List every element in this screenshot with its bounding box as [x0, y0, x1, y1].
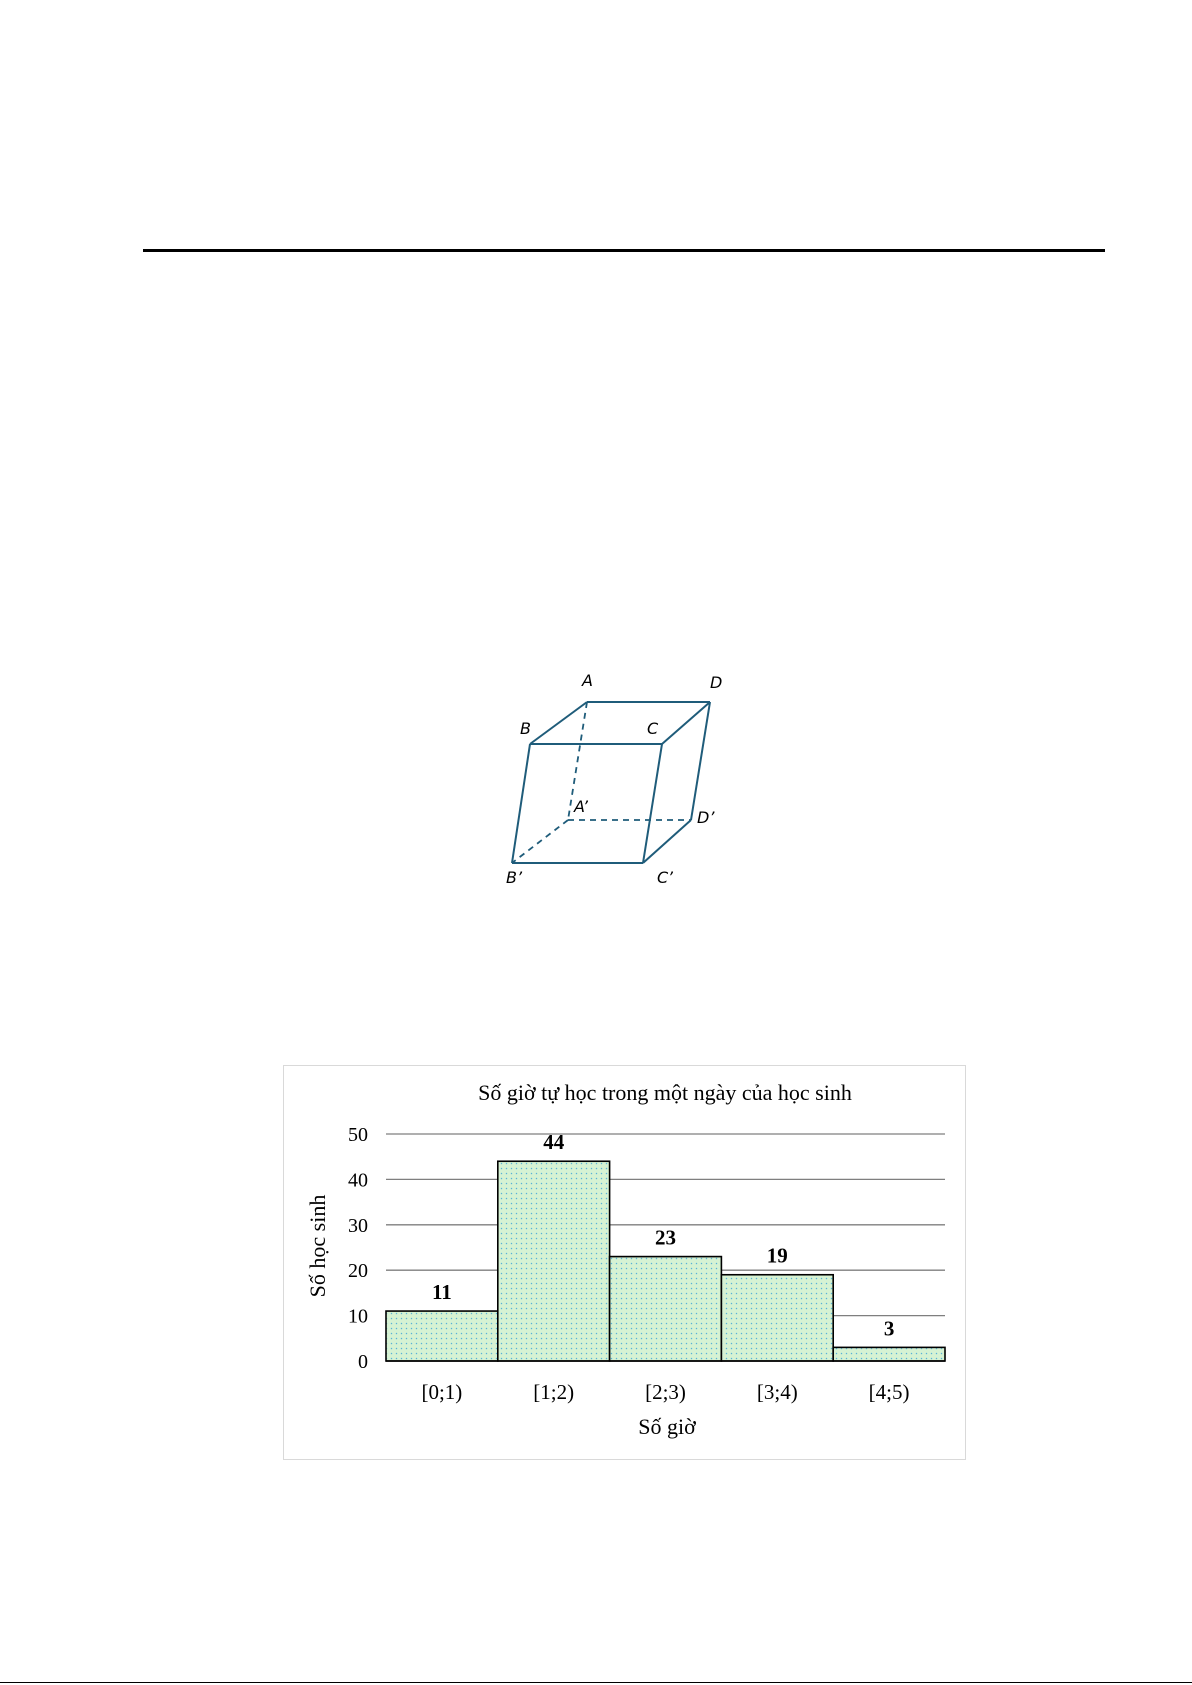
y-tick-label: 20 [348, 1260, 368, 1283]
histogram-bar [610, 1257, 722, 1361]
histogram-bar [721, 1275, 833, 1361]
histogram-bar [833, 1347, 945, 1361]
x-tick-label: [2;3) [645, 1380, 686, 1404]
edge-cd [662, 702, 710, 744]
y-tick-label: 10 [348, 1305, 368, 1328]
y-tick-label: 50 [348, 1124, 368, 1146]
bar-data-label: 19 [766, 1243, 788, 1268]
edge-a1b1-hidden [512, 820, 568, 863]
edge-ab [530, 702, 587, 744]
y-tick-label: 0 [358, 1351, 368, 1373]
horizontal-rule [143, 249, 1105, 252]
x-tick-label: [1;2) [533, 1380, 575, 1404]
histogram-chart [283, 1065, 966, 1460]
vertex-label-b1: B’ [506, 868, 523, 887]
bar-data-label: 11 [431, 1280, 452, 1305]
y-tick-label: 30 [348, 1214, 368, 1237]
vertex-label-b: B [520, 719, 531, 738]
x-tick-label: [3;4) [756, 1380, 798, 1404]
vertex-label-c1: C’ [657, 868, 673, 887]
y-axis-label: Số học sinh [305, 1194, 330, 1298]
vertex-label-d: D [710, 673, 723, 692]
x-tick-label: [4;5) [868, 1380, 910, 1404]
bar-data-label: 44 [543, 1130, 565, 1155]
vertex-label-a1: A’ [574, 797, 588, 816]
page-bottom-rule [0, 1682, 1192, 1683]
bar-data-label: 23 [655, 1225, 676, 1250]
histogram-bar [386, 1311, 498, 1361]
histogram-bar [498, 1161, 610, 1361]
parallelepiped-figure [490, 665, 750, 895]
vertex-label-c: C [647, 719, 659, 738]
chart-title: Số giờ tự học trong một ngày của học sinh [478, 1080, 852, 1105]
edge-dd1 [691, 702, 710, 820]
x-tick-label: [0;1) [421, 1380, 463, 1404]
bar-data-label: 3 [883, 1316, 895, 1341]
vertex-label-d1: D’ [697, 808, 715, 827]
edge-cc1 [643, 744, 662, 863]
y-tick-label: 40 [348, 1169, 368, 1192]
vertex-label-a: A [582, 671, 593, 690]
edge-bb1 [512, 744, 530, 863]
chart-canvas [284, 1066, 967, 1461]
x-axis-label: Số giờ [638, 1414, 696, 1439]
edge-c1d1 [643, 820, 691, 863]
